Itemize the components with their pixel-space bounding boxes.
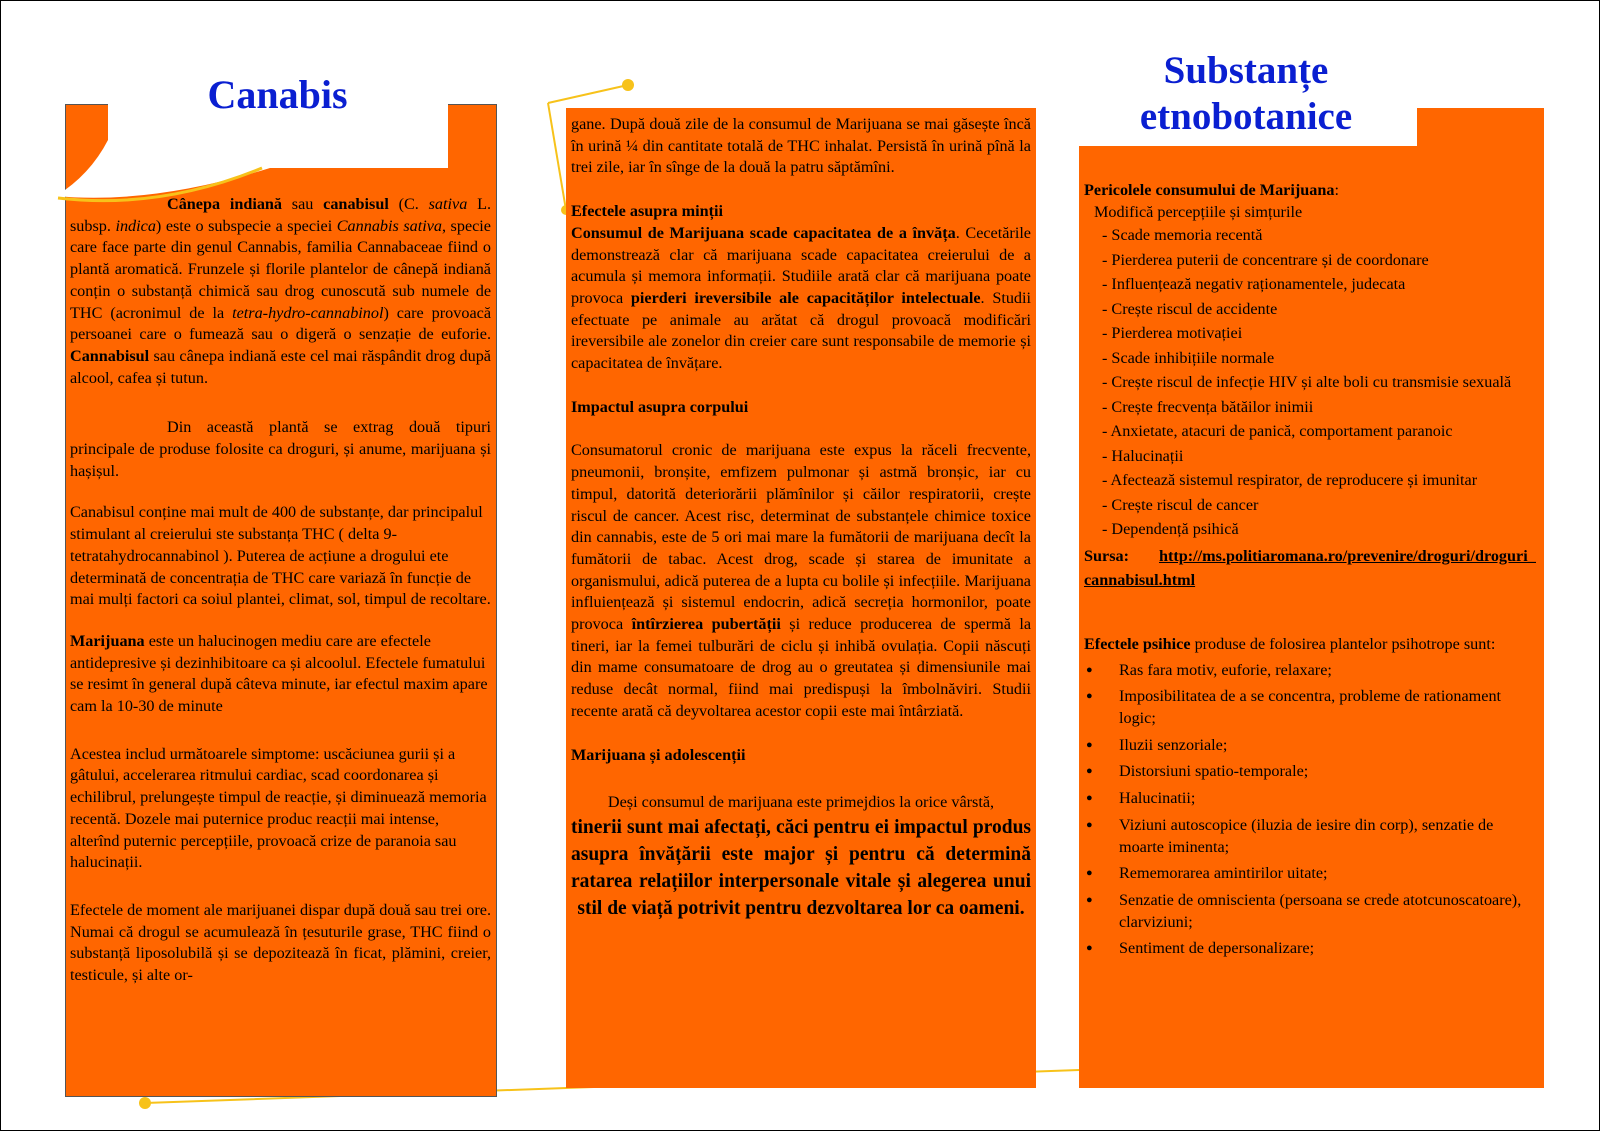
title-line-2: etnobotanice bbox=[1139, 95, 1353, 138]
heading-body-text: Impactul asupra corpului bbox=[571, 397, 749, 416]
dangers-heading bbox=[1084, 180, 1539, 202]
intro-seg: Cânepa indiană bbox=[167, 195, 283, 213]
effect-item: ● Iluzii senzoriale; bbox=[1084, 735, 1539, 757]
danger-item: - Scade inhibițiile normale bbox=[1102, 348, 1275, 367]
paragraph-thc: Canabisul conține mai mult de 400 de substanțe, dar principalul stimulant al creierului ste substanța THC ( delta 9-tetratahydrocannabinol ). Puterea de acțiune a drogului ete determinată de concentrația de THC care variază în funcție de mai mulți factori ca soiul plantei, climat, sol, timpul de recoltare. bbox=[70, 503, 491, 609]
dangers-colon: : bbox=[1334, 181, 1339, 199]
source-line bbox=[1084, 544, 1539, 592]
intro-paragraph bbox=[70, 194, 491, 389]
effect-item: ● Senzatie de omniscienta (persoana se crede atotcunoscatoare), clarviziuni; bbox=[1084, 890, 1539, 933]
effect-item: ● Ras fara motiv, euforie, relaxare; bbox=[1084, 660, 1539, 682]
intro-seg: ) este o subspecie a speciei bbox=[155, 216, 337, 235]
danger-item: - Crește frecvența bătăilor inimii bbox=[1102, 397, 1314, 416]
heading-mind bbox=[571, 201, 1031, 223]
intro-seg: L. subsp. bbox=[70, 195, 492, 235]
heading-teen bbox=[571, 745, 1031, 767]
intro-seg: sau cânepa indiană este cel mai răspândit drog după alcool, cafea și tutun. bbox=[70, 346, 491, 387]
heading-body bbox=[571, 397, 1031, 419]
intro-seg: Cannabisul bbox=[70, 346, 150, 365]
dangers-list bbox=[1084, 223, 1539, 542]
effect-item: ● Sentiment de depersonalizare; bbox=[1084, 938, 1539, 960]
heading-teen-text: Marijuana și adolescenții bbox=[571, 745, 746, 764]
mind-text-1: . Cecetările demonstrează clar că marijuana scade capacitatea creierului de a acumula și memora informații. Studiile arată clar că marijuana poate provoca bbox=[571, 223, 1031, 307]
danger-item: - Pierderea motivației bbox=[1102, 324, 1243, 343]
paragraph-symptoms: Acestea includ următoarele simptome: uscăciunea gurii și a gâtului, accelerarea ritmului cardiac, scad coordonarea și echilibrul, prelungește timpul de reacție, și diminuează memoria recentă. Dozele mai puternice produc reacții mai intense, alterînd puternic percepțiile, provoacă crize de paranoia sau halucinații. bbox=[70, 744, 487, 872]
psy-bold: Efectele psihice bbox=[1084, 634, 1191, 653]
danger-item: - Anxietate, atacuri de panică, comportament paranoic bbox=[1102, 422, 1453, 441]
paragraph-body bbox=[571, 440, 1031, 722]
danger-item: - Influențează negativ raționamentele, judecata bbox=[1102, 275, 1406, 294]
body-text-1: Consumatorul cronic de marijuana este expus la răceli frecvente, pneumonii, bronșite, emfizem pulmonar și astmă bronșic, iar cu timpul, datorită deteriorării plămînilor și căilor respiratorii, crește riscul de cancer. Acest risc, determinat de substanțele chimice toxice din cannabis, este de 5 ori mai mare la fumătorii de marijuana decît la fumătorii de tabac. Acest drog, scade și starea de imunitate a organismului, adică puterea de a lupta cu bolile și infecțiile. Marijuana influiențează și sistemul endocrin, adică secreția hormonilor, poate provoca bbox=[571, 441, 1031, 634]
psy-rest: produse de folosirea plantelor psihotrope sunt: bbox=[1190, 634, 1496, 653]
psy-intro bbox=[1084, 634, 1539, 656]
panel3-text bbox=[1084, 180, 1539, 965]
intro-seg: , specie care face parte din genul Cannabis, familia Cannabaceae fiind o plantă aromatică. Frunzele și florile plantelor de cânepă indiană conțin o substanță chimică sau drog cunoscută sub numele de THC (acronimul de la bbox=[70, 216, 491, 322]
source-link[interactable]: http://ms.politiaromana.ro/prevenire/droguri/droguri_cannabisul.html bbox=[1084, 546, 1536, 589]
intro-seg: indica bbox=[115, 216, 156, 235]
intro-seg: tetra-hydro-cannabinol bbox=[232, 303, 384, 322]
danger-item: - Halucinații bbox=[1102, 446, 1184, 465]
paragraph-marijuana bbox=[70, 631, 491, 718]
page-title-canabis: Canabis bbox=[207, 72, 348, 117]
marijuana-rest: este un halucinogen mediu care are efectele antidepresive și dezinhibitoare ca și alcoolul. Efectele fumatului se resimt în general după câteva minute, iar efectul maxim apare cam la 10-30 de minute bbox=[70, 631, 488, 716]
paragraph-continued: gane. După două zile de la consumul de Marijuana se mai găsește încă în urină ¼ din cantitate totală de THC inhalat. Persistă în urină pînă la trei zile, iar în sînge de la două la patru săptămîni. bbox=[571, 115, 1031, 177]
effect-item: ● Halucinatii; bbox=[1084, 788, 1539, 810]
body-text-2: și reduce producerea de spermă la tineri, iar la femei tulburări de ciclu și inhibă ovulația. Copii născuți din mame consumatoare de drog au o greutatea și dimensiunile mai reduse decât normal, fiind mai predispuși la îmbolnăviri. Studii recente arată că deyvoltarea acestor copii este mai întârziată. bbox=[571, 615, 1032, 720]
mind-text-2: . Studii efectuate pe animale au arătat că drogul provoacă modificări ireversibile ale zonelor din creier care sunt responsabile de memorie și capacitatea de învățare. bbox=[571, 288, 1032, 373]
dangers-heading-text: Pericolele consumului de Marijuana bbox=[1084, 181, 1335, 199]
paragraph-effects-moment: Efectele de moment ale marijuanei dispar după două sau trei ore. Numai că drogul se acumulează în țesuturile grase, THC fiind o substanță liposolubilă și se depozitează în ficat, plămini, creier, testicule, și alte or- bbox=[70, 900, 491, 985]
mind-lead: Consumul de Marijuana scade capacitatea de a învăța bbox=[571, 223, 956, 242]
marijuana-bold: Marijuana bbox=[70, 631, 145, 650]
teen-emphasis: tinerii sunt mai afectați, căci pentru ei impactul produs asupra învățării este major și pentru că determină ratarea relațiilor interpersonale vitale și alegerea unui stil de viață potrivit pentru dezvoltarea lor ca oameni. bbox=[571, 816, 1031, 919]
body-bold: întîrzierea pubertății bbox=[631, 615, 781, 634]
intro-seg: canabisul bbox=[323, 195, 389, 213]
paragraph-mind bbox=[571, 223, 1031, 375]
intro-seg: Cannabis sativa bbox=[336, 216, 442, 235]
danger-item: - Dependență psihică bbox=[1102, 520, 1239, 539]
effects-list bbox=[1084, 660, 1539, 960]
mind-bold: pierderi ireversibile ale capacităților intelectuale bbox=[630, 288, 981, 307]
heading-mind-text: Efectele asupra minții bbox=[571, 202, 723, 221]
danger-item: - Crește riscul de infecție HIV și alte boli cu transmisie sexuală bbox=[1102, 373, 1512, 392]
danger-item: - Afectează sistemul respirator, de reproducere și imunitar bbox=[1102, 471, 1478, 490]
source-label: Sursa: bbox=[1084, 546, 1129, 565]
effect-item: ● Imposibilitatea de a se concentra, probleme de rationament logic; bbox=[1084, 686, 1539, 729]
paragraph-types: Din această plantă se extrag două tipuri principale de produse folosite ca droguri, și anume, marijuana și hașișul. bbox=[70, 418, 491, 480]
page-title-etnobotanice bbox=[1075, 48, 1417, 140]
teen-intro: Deși consumul de marijuana este primejdios la orice vârstă, bbox=[607, 793, 995, 812]
intro-seg: sativa bbox=[428, 195, 468, 213]
danger-item: - Crește riscul de accidente bbox=[1102, 299, 1278, 318]
intro-seg: ) care provoacă persoanei care o fumează sau o digeră o senzație de euforie. bbox=[70, 303, 491, 344]
danger-item: - Pierderea puterii de concentrare și de coordonare bbox=[1102, 250, 1429, 269]
dangers-sub: Modifică percepțiile și simțurile bbox=[1094, 202, 1303, 221]
panel2-text bbox=[571, 114, 1031, 922]
title-line-1: Substanțe bbox=[1163, 49, 1329, 92]
panel1-text bbox=[70, 194, 491, 987]
effect-item: ● Distorsiuni spatio-temporale; bbox=[1084, 761, 1539, 783]
intro-seg: (C. bbox=[388, 195, 429, 213]
intro-seg: sau bbox=[282, 195, 324, 213]
effect-item: ● Viziuni autoscopice (iluzia de iesire din corp), senzatie de moarte iminenta; bbox=[1084, 815, 1539, 858]
danger-item: - Crește riscul de cancer bbox=[1102, 495, 1259, 514]
effect-item: ● Rememorarea amintirilor uitate; bbox=[1084, 863, 1539, 885]
danger-item: - Scade memoria recentă bbox=[1102, 226, 1263, 245]
